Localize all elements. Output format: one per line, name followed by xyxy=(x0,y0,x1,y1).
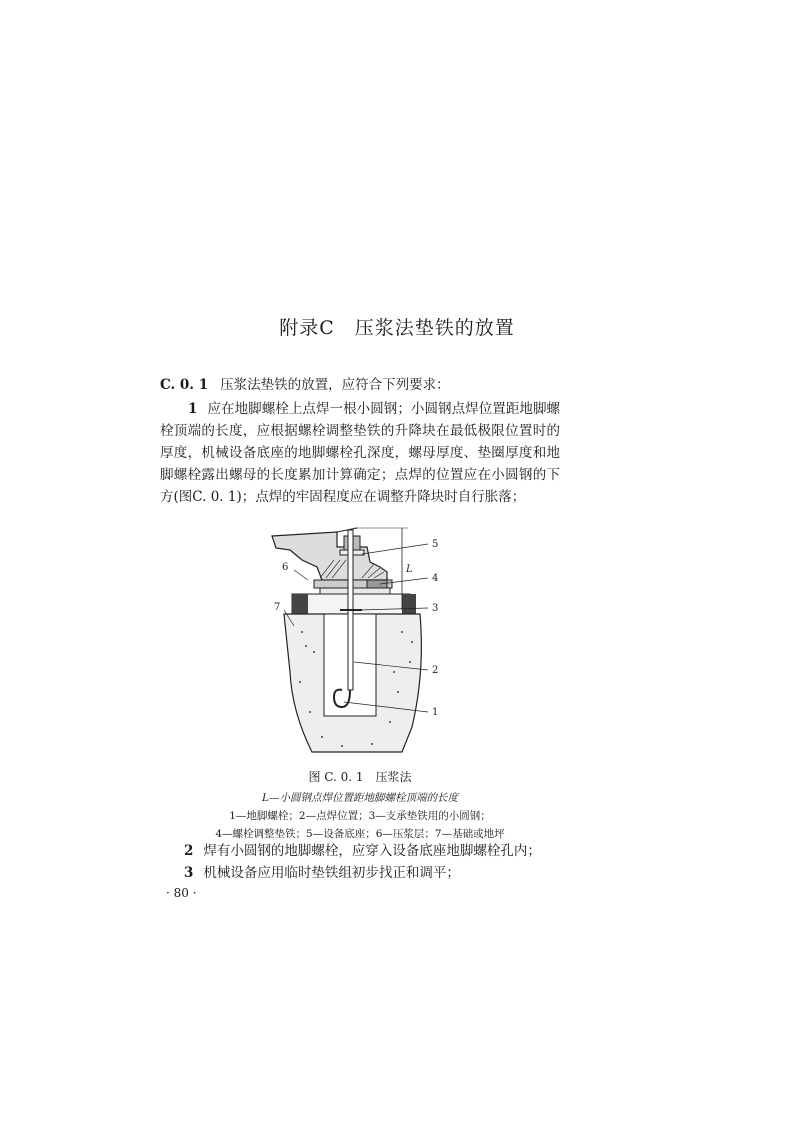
grout-form-left xyxy=(292,594,308,614)
page-number: · 80 · xyxy=(166,886,197,900)
grout-form-right xyxy=(402,594,416,614)
item-text: 应在地脚螺栓上点焊一根小圆钢；小圆钢点焊位置距地脚螺栓顶端的长度，应根据螺栓调整垫铁的升降块在最低极限位置时的厚度，机械设备底座的地脚螺栓孔深度，螺母厚度、垫圈厚度和地脚螺栓露出螺母的长度累加计算确定；点焊的位置应在小圆钢的下方(图C. 0. 1)；点焊的牢固程度应在调整升降块时自行胀落； xyxy=(160,401,560,505)
callout-1: 1 xyxy=(432,707,439,718)
dimension-label: L xyxy=(406,564,413,575)
callout-7: 7 xyxy=(274,602,281,613)
appendix-title: 附录C 压浆法垫铁的放置 xyxy=(279,317,515,339)
base-top-edge xyxy=(337,528,357,532)
figure-caption: 图 C. 0. 1 压浆法 xyxy=(308,770,412,784)
item-number: 3 xyxy=(184,865,194,881)
list-item xyxy=(184,840,584,862)
callout-2: 2 xyxy=(432,665,439,676)
clause-c01 xyxy=(160,374,560,396)
figure-legend-line2: 4—螺栓调整垫铁；5—设备底座；6—压浆层；7—基础或地坪 xyxy=(215,828,505,840)
item-text: 机械设备应用临时垫铁组初步找正和调平； xyxy=(203,865,460,881)
equipment-base-shape xyxy=(272,532,387,580)
callout-3: 3 xyxy=(432,603,439,614)
figure-legend-l: L—小圆钢点焊位置距地脚螺栓顶端的长度 xyxy=(262,792,458,804)
figure-legend-line1: 1—地脚螺栓；2—点焊位置；3—支承垫铁用的小圆钢； xyxy=(229,810,491,822)
callout-4: 4 xyxy=(432,573,439,584)
clause-text: 压浆法垫铁的放置，应符合下列要求： xyxy=(220,377,450,393)
list-item xyxy=(184,862,584,884)
callout-5: 5 xyxy=(432,539,439,550)
item-number: 2 xyxy=(184,843,194,859)
callout-6: 6 xyxy=(282,562,289,573)
item-number: 1 xyxy=(188,401,198,417)
list-item xyxy=(160,398,560,508)
adjust-screw xyxy=(367,580,387,588)
clause-number: C. 0. 1 xyxy=(160,377,209,393)
grouting-figure xyxy=(262,522,452,767)
item-text: 焊有小圆钢的地脚螺栓，应穿入设备底座地脚螺栓孔内； xyxy=(203,843,541,859)
